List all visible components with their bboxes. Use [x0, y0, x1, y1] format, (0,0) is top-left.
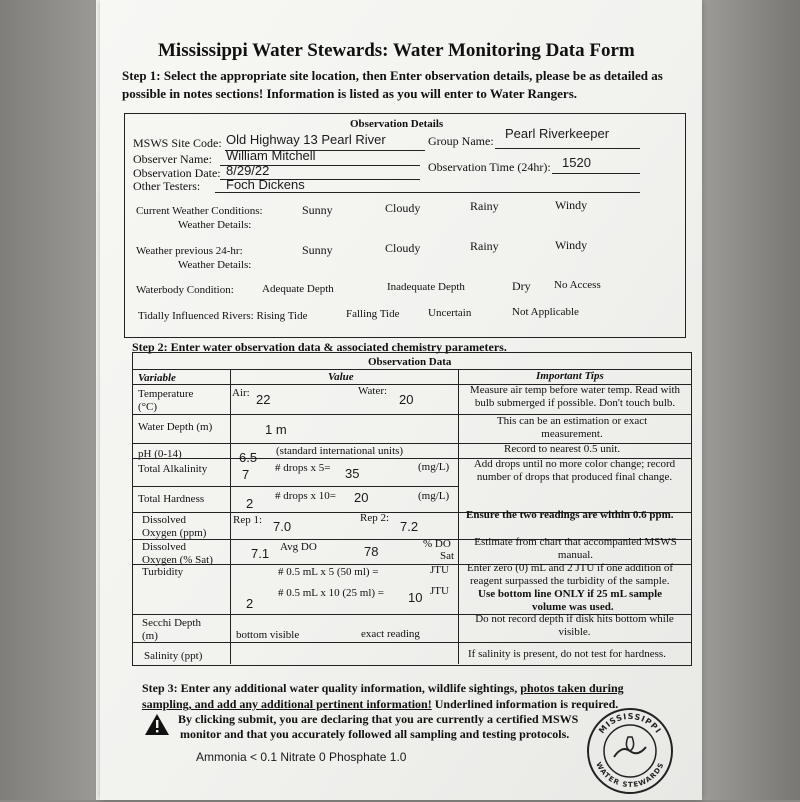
- air-temp-field[interactable]: 22: [256, 392, 271, 407]
- secchi-option-exact-reading[interactable]: exact reading: [361, 628, 420, 640]
- alkalinity-drops-field[interactable]: 7: [242, 467, 250, 482]
- alkalinity-formula: # drops x 5=: [275, 462, 331, 474]
- previous-weather-option-windy[interactable]: Windy: [555, 238, 588, 252]
- hardness-drops-field[interactable]: 2: [246, 496, 254, 511]
- current-weather-option-cloudy[interactable]: Cloudy: [385, 201, 421, 215]
- waterbody-option-inadequate[interactable]: Inadequate Depth: [387, 281, 465, 293]
- other-testers-label: Other Testers:: [133, 179, 201, 193]
- current-weather-details-label: Weather Details:: [178, 219, 252, 231]
- previous-weather-details-label: Weather Details:: [178, 259, 252, 271]
- step2-heading: Step 2: Enter water observation data & associated chemistry parameters.: [132, 340, 507, 354]
- svg-text:MISSISSIPPI: MISSISSIPPI: [597, 711, 663, 736]
- do-ppm-label: Dissolved: [142, 514, 186, 526]
- svg-text:WATER STEWARDS: WATER STEWARDS: [594, 760, 666, 790]
- current-weather-option-rainy[interactable]: Rainy: [470, 199, 499, 213]
- ph-tip: Record to nearest 0.5 unit.: [504, 443, 621, 455]
- waterbody-option-no-access[interactable]: No Access: [554, 279, 601, 291]
- previous-weather-option-rainy[interactable]: Rainy: [470, 239, 499, 253]
- certification-statement-line1: By clicking submit, you are declaring that you are currently a certified MSWS: [178, 712, 579, 726]
- table-surface-right: [702, 0, 800, 800]
- turbidity-row2-unit: JTU: [430, 585, 449, 597]
- current-weather-option-sunny[interactable]: Sunny: [302, 203, 333, 217]
- do-sat-tip: Estimate from chart that accompanied MSWS manual.: [474, 536, 677, 561]
- waterbody-option-adequate[interactable]: Adequate Depth: [262, 283, 334, 295]
- secchi-tip: Do not record depth if disk hits bottom while visible.: [475, 613, 674, 638]
- col-header-variable: Variable: [138, 372, 176, 384]
- observation-time-label: Observation Time (24hr):: [428, 160, 551, 174]
- hardness-label: Total Hardness: [138, 493, 205, 505]
- do-sat-label: Dissolved: [142, 541, 186, 553]
- group-name-field[interactable]: Pearl Riverkeeper: [505, 126, 610, 141]
- turbidity-tip-line1: Enter zero (0) mL and 2 JTU if one addition of: [467, 562, 674, 574]
- turbidity-result-field[interactable]: 10: [408, 590, 423, 605]
- salinity-tip: If salinity is present, do not test for hardness.: [468, 648, 666, 660]
- previous-weather-label: Weather previous 24-hr:: [136, 245, 243, 257]
- current-weather-option-windy[interactable]: Windy: [555, 198, 588, 212]
- col-header-value: Value: [328, 371, 354, 383]
- waterbody-option-dry[interactable]: Dry: [512, 279, 531, 293]
- water-depth-label: Water Depth (m): [138, 421, 213, 433]
- group-name-label: Group Name:: [428, 134, 494, 148]
- other-testers-field[interactable]: Foch Dickens: [226, 177, 305, 192]
- secchi-option-bottom-visible[interactable]: bottom visible: [236, 629, 300, 641]
- tidal-option-not-applicable[interactable]: Not Applicable: [512, 306, 579, 318]
- observation-data-title: Observation Data: [368, 356, 452, 368]
- ph-unit-note: (standard international units): [276, 445, 404, 457]
- hardness-formula: # drops x 10=: [275, 490, 336, 502]
- turbidity-row1: # 0.5 mL x 5 (50 ml) =: [278, 566, 379, 578]
- step3-line1: Step 3: Enter any additional water quality information, wildlife sightings, photos taken during: [142, 681, 624, 695]
- do-rep2-label: Rep 2:: [360, 512, 390, 524]
- site-code-field[interactable]: Old Highway 13 Pearl River: [226, 132, 386, 147]
- hardness-result-field[interactable]: 20: [354, 490, 369, 505]
- salinity-label: Salinity (ppt): [144, 650, 203, 662]
- turbidity-tip-line4: volume was used.: [532, 601, 614, 613]
- step1-instructions-line1: Step 1: Select the appropriate site location, then Enter observation details, please be as detailed as: [122, 68, 663, 83]
- turbidity-tip-line3: Use bottom line ONLY if 25 mL sample: [478, 588, 663, 600]
- observation-time-field[interactable]: 1520: [562, 155, 591, 170]
- do-sat-unit: % DO: [423, 538, 451, 550]
- col-header-tips: Important Tips: [536, 370, 604, 382]
- temperature-tip: Measure air temp before water temp. Read with bulb submerged if possible. Don't touch bulb.: [469, 384, 681, 409]
- step3-line2: sampling, and add any additional pertinent information! Underlined information is required.: [142, 697, 619, 711]
- tidal-rivers-label: Tidally Influenced Rivers: Rising Tide: [138, 310, 308, 322]
- avg-do-field[interactable]: 78: [364, 544, 379, 559]
- do-sat-label-unit: Oxygen (% Sat): [142, 554, 213, 566]
- observation-date-label: Observation Date:: [133, 166, 221, 180]
- alkalinity-label: Total Alkalinity: [138, 463, 208, 475]
- turbidity-tip-line2: reagent surpassed the turbidity of the sample.: [470, 575, 670, 587]
- previous-weather-option-sunny[interactable]: Sunny: [302, 243, 333, 257]
- observation-date-field[interactable]: 8/29/22: [226, 163, 270, 178]
- site-code-label: MSWS Site Code:: [133, 136, 222, 150]
- do-ppm-label-unit: Oxygen (ppm): [142, 527, 207, 539]
- water-temp-label: Water:: [358, 385, 388, 397]
- observation-details-title: Observation Details: [350, 118, 444, 130]
- do-rep1-field[interactable]: 7.0: [273, 519, 292, 534]
- mississippi-water-stewards-seal: [584, 705, 676, 802]
- do-sat-unit-2: Sat: [440, 550, 455, 562]
- form-title: Mississippi Water Stewards: Water Monitoring Data Form: [158, 40, 635, 61]
- waterbody-condition-label: Waterbody Condition:: [136, 284, 234, 296]
- previous-weather-option-cloudy[interactable]: Cloudy: [385, 241, 421, 255]
- warning-icon: [144, 713, 170, 736]
- water-temp-field[interactable]: 20: [399, 392, 414, 407]
- air-temp-label: Air:: [232, 387, 250, 399]
- tidal-option-falling[interactable]: Falling Tide: [346, 308, 400, 320]
- data-form-sheet: [100, 0, 702, 800]
- secchi-depth-unit: (m): [142, 630, 158, 642]
- observer-name-field[interactable]: William Mitchell: [226, 148, 316, 163]
- additional-notes-field[interactable]: Ammonia < 0.1 Nitrate 0 Phosphate 1.0: [196, 750, 407, 764]
- do-sat-field[interactable]: 7.1: [251, 546, 270, 561]
- table-surface-left: [0, 0, 96, 800]
- temperature-unit: (°C): [138, 401, 158, 413]
- ph-label: pH (0-14): [138, 448, 182, 460]
- tidal-option-uncertain[interactable]: Uncertain: [428, 307, 472, 319]
- step1-instructions-line2: possible in notes sections! Information is listed as you will enter to Water Rangers.: [122, 86, 578, 101]
- current-weather-label: Current Weather Conditions:: [136, 205, 263, 217]
- water-depth-field[interactable]: 1 m: [265, 422, 287, 437]
- turbidity-label: Turbidity: [142, 566, 184, 578]
- turbidity-row1-unit: JTU: [430, 564, 449, 576]
- turbidity-row2: # 0.5 mL x 10 (25 ml) =: [278, 587, 385, 599]
- avg-do-label: Avg DO: [280, 541, 317, 553]
- alkalinity-result-field[interactable]: 35: [345, 466, 360, 481]
- alkalinity-tip: Add drops until no more color change; record number of drops that produced final change.: [473, 458, 676, 483]
- do-rep2-field[interactable]: 7.2: [400, 519, 419, 534]
- ph-field[interactable]: 6.5: [239, 450, 258, 465]
- water-depth-tip: This can be an estimation or exact measurement.: [496, 415, 648, 440]
- temperature-label: Temperature: [138, 388, 194, 400]
- certification-statement-line2: monitor and that you accurately followed all sampling and testing protocols.: [180, 727, 570, 741]
- secchi-depth-label: Secchi Depth: [142, 617, 201, 629]
- observer-name-label: Observer Name:: [133, 152, 212, 166]
- turbidity-drops-field[interactable]: 2: [246, 596, 254, 611]
- hardness-unit: (mg/L): [418, 490, 450, 502]
- do-rep1-label: Rep 1:: [233, 514, 263, 526]
- do-ppm-tip: Ensure the two readings are within 0.6 ppm.: [466, 509, 674, 521]
- alkalinity-unit: (mg/L): [418, 461, 450, 473]
